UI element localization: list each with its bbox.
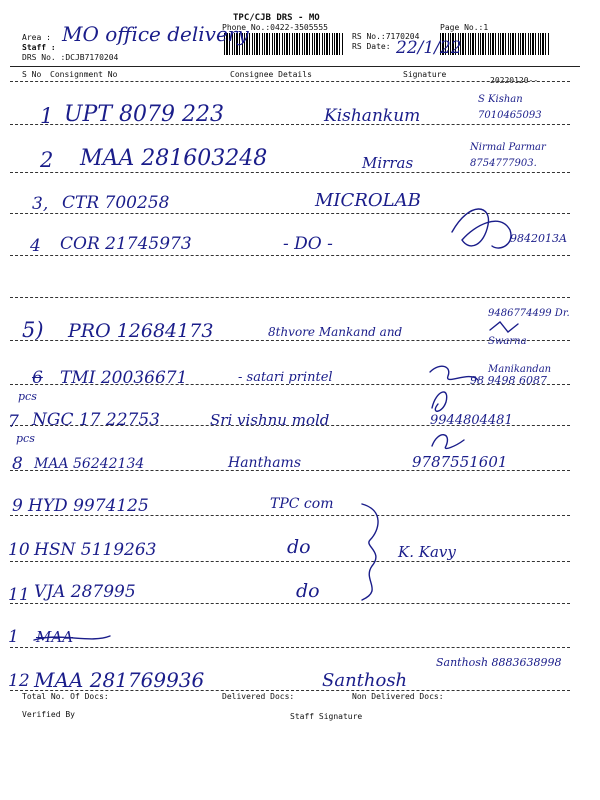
col-consignee: Consignee Details <box>230 70 312 79</box>
entry-10-signature: K. Kavy <box>398 543 456 561</box>
col-consignment: Consignment No <box>50 70 118 79</box>
entry-2-signature: Nirmal Parmar 8754777903. <box>470 142 546 169</box>
entry-4-signature: 9842013A <box>510 232 567 245</box>
entry-8-consignee: Hanthams <box>228 455 302 471</box>
sheet-title: TPC/CJB DRS - MO <box>233 13 320 23</box>
entry-12-consignee: Santhosh <box>322 670 408 691</box>
drs-number: DRS No. :DCJB7170204 <box>22 53 119 62</box>
staff-label: Staff : <box>22 43 56 52</box>
pcs-note-1: pcs <box>18 390 37 403</box>
entry-5-number: 5) <box>22 318 44 342</box>
entry-7-consignee: Sri vishnu mold <box>210 411 330 429</box>
entry-6-signature: 98 9498 6087 <box>470 374 547 387</box>
entry-6-consignee: - satari printel <box>238 370 333 385</box>
entry-2-number: 2 <box>40 148 54 172</box>
entry-9-consignment: HYD 9974125 <box>28 496 149 516</box>
area-label: Area : <box>22 33 51 42</box>
entry-9-number: 9 <box>12 496 23 516</box>
entry-9-consignee: TPC com <box>270 496 334 512</box>
entry-6-consignment: TMI 20036671 <box>60 368 188 388</box>
entry-struck-consignment: MAA <box>36 628 74 646</box>
entry-1-signature: S Kishan 7010465093 <box>478 94 542 121</box>
entry-10-number: 10 <box>8 540 30 560</box>
rs-number: RS No.:7170204 <box>352 32 420 41</box>
entry-4-consignee: - DO - <box>283 234 333 254</box>
entry-12-number: 12 <box>8 671 30 691</box>
staff-signature-label: Staff Signature <box>290 712 363 721</box>
rs-date-handwritten: 22/1/22 <box>396 38 462 58</box>
entry-10-consignment: HSN 5119263 <box>34 540 157 560</box>
verified-by-label: Verified By <box>22 710 75 719</box>
entry-7-consignment: NGC 17 22753 <box>32 410 160 430</box>
entry-6-number: 6 <box>32 368 43 388</box>
entry-8-number: 8 <box>12 454 23 474</box>
entry-2-consignment: MAA 281603248 <box>80 146 268 171</box>
entry-3-number: 3, <box>32 194 49 214</box>
entry-5-consignee: 8thvore Mankand and <box>268 325 403 339</box>
entry-11-consignment: VJA 287995 <box>34 582 136 602</box>
entry-2-consignee: Mirras <box>362 154 414 172</box>
signature-scribble-6 <box>430 366 478 380</box>
col-sno: S No <box>22 70 42 79</box>
entry-3-consignment: CTR 700258 <box>62 193 170 213</box>
entry-1-consignee: Kishankum <box>324 106 421 126</box>
area-handwritten: MO office delivery <box>62 22 249 46</box>
signature-scribble-8 <box>432 435 464 449</box>
pcs-note-2: pcs <box>16 432 35 445</box>
rs-date-label: RS Date: <box>352 42 391 51</box>
entry-5-signature: 9486774499 Dr. Swarna Manikandan <box>488 308 570 375</box>
entry-10-consignee: do <box>287 536 311 558</box>
entry-8-signature: 9787551601 <box>412 453 508 471</box>
page-number: Page No.:1 <box>440 23 489 32</box>
col-signature: Signature <box>403 70 447 79</box>
signature-scribble-3-4 <box>452 209 511 248</box>
phone-number: Phone No.:0422-3505555 <box>222 23 328 32</box>
entry-8-consignment: MAA 56242134 <box>34 456 145 472</box>
print-stamp: 20220120-- <box>490 76 539 85</box>
strike-scribble <box>34 636 110 640</box>
total-docs-label: Total No. Of Docs: <box>22 692 109 701</box>
entry-11-number: 11 <box>8 585 30 605</box>
entry-struck-number: 1 <box>8 627 19 647</box>
signature-scribble-5 <box>490 322 518 332</box>
entry-3-consignee: MICROLAB <box>315 190 421 211</box>
non-delivered-docs-label: Non Delivered Docs: <box>352 692 444 701</box>
curly-brace <box>362 504 378 600</box>
entry-4-number: 4 <box>30 236 41 256</box>
entry-1-consignment: UPT 8079 223 <box>64 102 224 127</box>
entry-7-number: 7 <box>8 412 19 432</box>
entry-7-signature: 9944804481 <box>430 413 513 428</box>
entry-11-consignee: do <box>296 580 320 602</box>
signature-scribble-7 <box>432 392 447 411</box>
entry-4-consignment: COR 21745973 <box>60 234 192 254</box>
delivered-docs-label: Delivered Docs: <box>222 692 295 701</box>
entry-1-number: 1 <box>40 104 54 128</box>
entry-12-consignment: MAA 281769936 <box>34 668 205 692</box>
entry-5-consignment: PRO 12684173 <box>68 320 214 342</box>
entry-12-signature: Santhosh 8883638998 <box>436 656 562 669</box>
